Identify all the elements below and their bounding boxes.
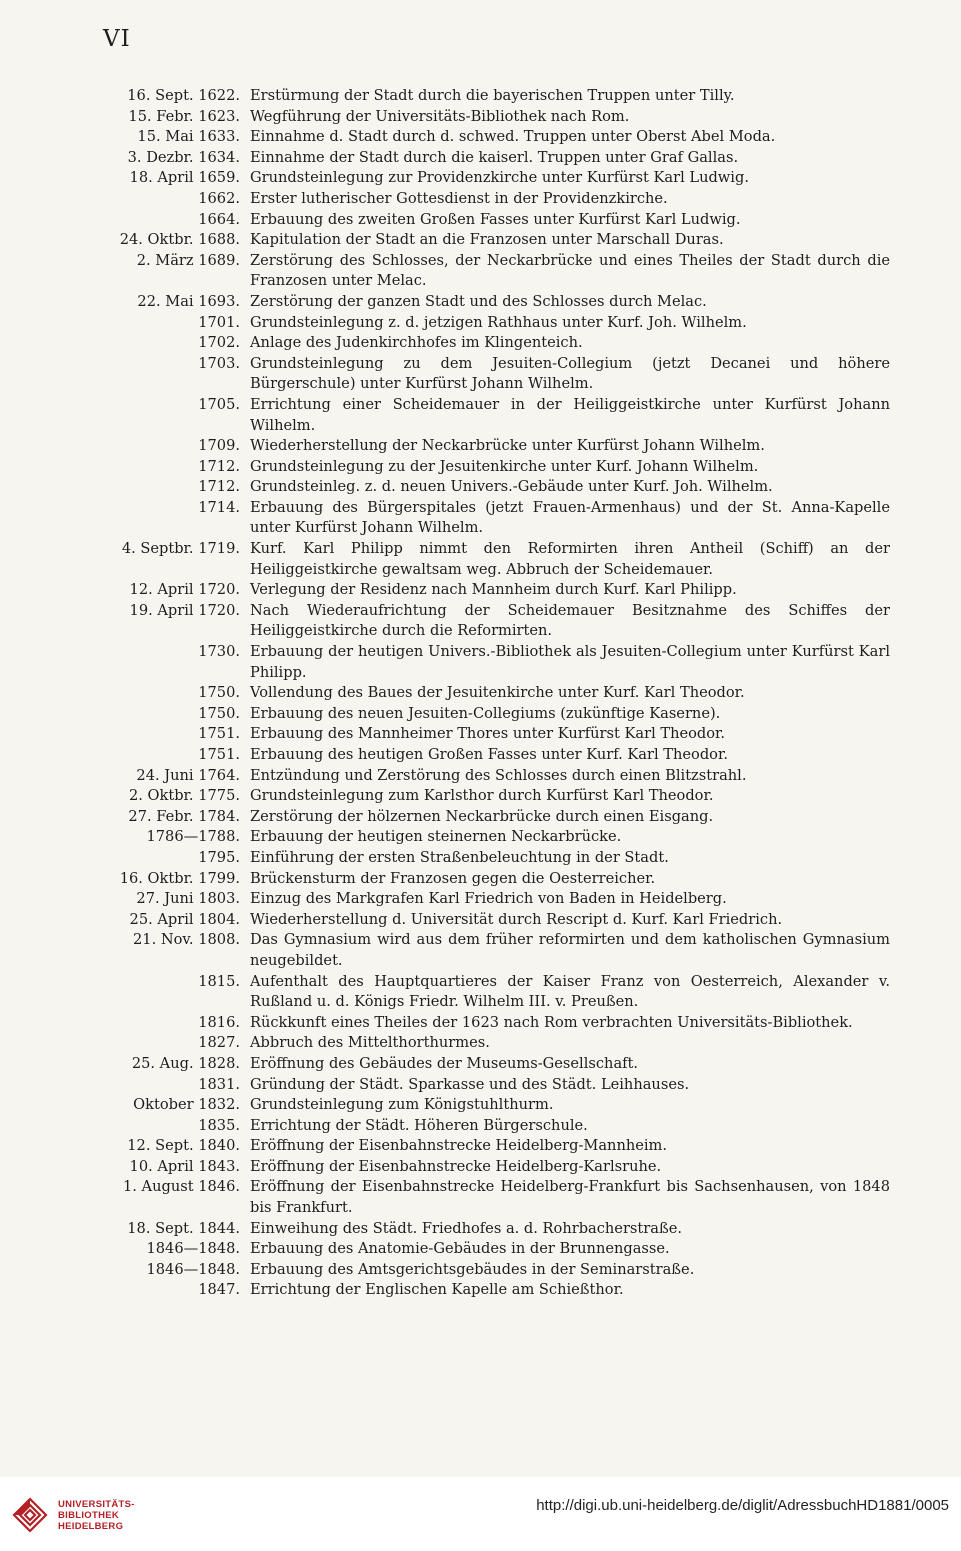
logo-line-1: UNIVERSITÄTS- — [58, 1498, 135, 1510]
chronology-entry — [100, 1177, 890, 1218]
entry-text: Wiederherstellung der Neckarbrücke unter Kurfürst Johann Wilhelm. — [250, 437, 765, 455]
chronology-entry — [100, 457, 890, 478]
entry-text: Abbruch des Mittelthorthurmes. — [250, 1034, 490, 1052]
chronology-entry — [100, 580, 890, 601]
entry-date: 1664. — [198, 210, 240, 228]
chronology-entry — [100, 683, 890, 704]
chronology-entry — [100, 354, 890, 395]
entry-text: Erbauung des Anatomie-Gebäudes in der Brunnengasse. — [250, 1240, 670, 1258]
chronology-entry — [100, 848, 890, 869]
entry-text: Einzug des Markgrafen Karl Friedrich von Baden in Heidelberg. — [250, 890, 727, 908]
entry-date: 24. Oktbr. 1688. — [119, 231, 240, 249]
entry-date: 27. Juni 1803. — [136, 890, 240, 908]
chronology-entry — [100, 910, 890, 931]
chronology-entry — [100, 786, 890, 807]
entry-text: Rückkunft eines Theiles der 1623 nach Rom verbrachten Universitäts-Bibliothek. — [250, 1013, 853, 1031]
entry-text: Aufenthalt des Hauptquartieres der Kaiser Franz von Oesterreich, Alexander v. Rußland u. d. Königs Friedr. Wilhelm III. v. Preußen. — [250, 972, 890, 1011]
entry-text: Erbauung des Bürgerspitales (jetzt Frauen-Armenhaus) und der St. Anna-Kapelle unter Kurfürst Johann Wilhelm. — [250, 498, 890, 537]
entry-date: 1815. — [198, 972, 240, 990]
entry-text: Errichtung einer Scheidemauer in der Heiliggeistkirche unter Kurfürst Johann Wilhelm. — [250, 395, 890, 434]
chronology-entry — [100, 930, 890, 971]
entry-text: Erstürmung der Stadt durch die bayerischen Truppen unter Tilly. — [250, 87, 735, 104]
entry-date: 10. April 1843. — [129, 1157, 240, 1175]
entry-text: Grundsteinlegung zum Königstuhlthurm. — [250, 1096, 554, 1114]
entry-date: 22. Mai 1693. — [137, 292, 240, 310]
entry-text: Grundsteinlegung z. d. jetzigen Rathhaus unter Kurf. Joh. Wilhelm. — [250, 313, 747, 331]
chronology-entry — [100, 1116, 890, 1137]
chronology-entry — [100, 807, 890, 828]
entry-text: Eröffnung der Eisenbahnstrecke Heidelberg-Mannheim. — [250, 1137, 668, 1155]
entry-text: Errichtung der Städt. Höheren Bürgerschule. — [250, 1116, 588, 1134]
entry-text: Kapitulation der Stadt an die Franzosen unter Marschall Duras. — [250, 231, 724, 249]
entry-date: Oktober 1832. — [133, 1096, 240, 1114]
chronology-entry — [100, 827, 890, 848]
chronology-entry — [100, 601, 890, 642]
entry-text: Wiederherstellung d. Universität durch Rescript d. Kurf. Karl Friedrich. — [250, 910, 783, 928]
entry-date: 1750. — [198, 704, 240, 722]
entry-text: Einnahme der Stadt durch die kaiserl. Truppen unter Graf Gallas. — [250, 148, 739, 166]
logo-line-3: HEIDELBERG — [58, 1520, 124, 1532]
chronology-entry — [100, 869, 890, 890]
chronology-entry — [100, 210, 890, 231]
chronology-entry — [100, 477, 890, 498]
chronology-entry — [100, 498, 890, 539]
library-logo[interactable] — [10, 1495, 135, 1535]
entry-text: Gründung der Städt. Sparkasse und des Städt. Leihhauses. — [250, 1075, 690, 1093]
chronology-entry — [100, 436, 890, 457]
entry-date: 16. Oktbr. 1799. — [119, 869, 240, 887]
entry-text: Erbauung des Mannheimer Thores unter Kurfürst Karl Theodor. — [250, 725, 726, 743]
entry-date: 1846—1848. — [146, 1260, 240, 1278]
entry-date: 1712. — [198, 478, 240, 496]
entry-date: 1702. — [198, 334, 240, 352]
entry-date: 12. Sept. 1840. — [127, 1137, 240, 1155]
entry-date: 1846—1848. — [146, 1240, 240, 1258]
entry-text: Verlegung der Residenz nach Mannheim durch Kurf. Karl Philipp. — [250, 581, 737, 599]
chronology-entry — [100, 766, 890, 787]
library-logo-icon — [10, 1495, 50, 1535]
entry-date: 15. Febr. 1623. — [128, 107, 240, 125]
chronology-entry — [100, 251, 890, 292]
page-number: VI — [103, 26, 131, 52]
entry-text: Wegführung der Universitäts-Bibliothek nach Rom. — [250, 107, 630, 125]
chronology-entry — [100, 86, 890, 107]
chronology-entry — [100, 1239, 890, 1260]
entry-date: 1662. — [198, 189, 240, 207]
entry-date: 1847. — [198, 1281, 240, 1299]
chronology-entry — [100, 333, 890, 354]
entry-text: Entzündung und Zerstörung des Schlosses durch einen Blitzstrahl. — [250, 766, 747, 784]
entry-text: Erbauung des heutigen Großen Fasses unter Kurf. Karl Theodor. — [250, 746, 728, 763]
entry-text: Eröffnung des Gebäudes der Museums-Gesellschaft. — [250, 1054, 639, 1072]
logo-line-2: BIBLIOTHEK — [58, 1509, 120, 1521]
chronology-entry — [100, 704, 890, 725]
entry-text: Kurf. Karl Philipp nimmt den Reformirten ihren Antheil (Schiff) an der Heiliggeistkirche gewaltsam weg. Abbruch der Scheidemauer. — [250, 540, 890, 578]
entry-date: 24. Juni 1764. — [136, 766, 240, 784]
entry-text: Errichtung der Englischen Kapelle am Schießthor. — [250, 1281, 624, 1299]
entry-date: 19. April 1720. — [129, 601, 240, 619]
entry-date: 1795. — [198, 848, 240, 866]
entry-text: Erster lutherischer Gottesdienst in der Providenzkirche. — [250, 189, 668, 207]
entry-date: 1831. — [198, 1075, 240, 1093]
chronology-entry — [100, 539, 890, 580]
entry-text: Zerstörung der hölzernen Neckarbrücke durch einen Eisgang. — [250, 807, 714, 825]
chronology-entry — [100, 1219, 890, 1240]
entry-text: Grundsteinlegung zum Karlsthor durch Kurfürst Karl Theodor. — [250, 787, 714, 805]
chronology-entry — [100, 1033, 890, 1054]
entry-text: Nach Wiederaufrichtung der Scheidemauer Besitznahme des Schiffes der Heiliggeistkirche durch die Reformirten. — [250, 601, 890, 640]
chronology-entry — [100, 972, 890, 1013]
chronology-entry — [100, 230, 890, 251]
chronology-entry — [100, 107, 890, 128]
chronology-entry — [100, 127, 890, 148]
entry-text: Vollendung des Baues der Jesuitenkirche unter Kurf. Karl Theodor. — [250, 684, 745, 702]
entry-date: 25. Aug. 1828. — [131, 1054, 240, 1072]
chronology-entry — [100, 1136, 890, 1157]
chronology-entry — [100, 1013, 890, 1034]
chronology-list — [100, 86, 890, 1301]
chronology-entry — [100, 1075, 890, 1096]
entry-text: Zerstörung der ganzen Stadt und des Schlosses durch Melac. — [250, 292, 707, 310]
entry-date: 1705. — [198, 395, 240, 413]
entry-text: Erbauung der heutigen Univers.-Bibliothek als Jesuiten-Collegium unter Kurfürst Karl Philipp. — [250, 643, 890, 681]
chronology-entry — [100, 745, 890, 766]
chronology-entry — [100, 1054, 890, 1075]
entry-text: Grundsteinlegung zu der Jesuitenkirche unter Kurf. Johann Wilhelm. — [250, 457, 759, 475]
chronology-entry — [100, 1260, 890, 1281]
entry-date: 4. Septbr. 1719. — [121, 540, 240, 558]
entry-date: 18. Sept. 1844. — [127, 1219, 240, 1237]
entry-date: 1730. — [198, 643, 240, 661]
entry-text: Erbauung der heutigen steinernen Neckarbrücke. — [250, 828, 622, 846]
chronology-entry — [100, 168, 890, 189]
footer-bar — [0, 1477, 961, 1551]
entry-text: Grundsteinleg. z. d. neuen Univers.-Gebäude unter Kurf. Joh. Wilhelm. — [250, 478, 773, 496]
entry-date: 15. Mai 1633. — [137, 128, 240, 146]
entry-date: 1786—1788. — [146, 828, 240, 846]
entry-date: 1714. — [198, 498, 240, 516]
entry-date: 1835. — [198, 1116, 240, 1134]
chronology-entry — [100, 724, 890, 745]
entry-text: Grundsteinlegung zur Providenzkirche unter Kurfürst Karl Ludwig. — [250, 169, 749, 187]
entry-date: 2. Oktbr. 1775. — [128, 787, 240, 805]
entry-text: Einnahme d. Stadt durch d. schwed. Truppen unter Oberst Abel Moda. — [250, 128, 776, 146]
entry-date: 1827. — [198, 1034, 240, 1052]
entry-date: 1703. — [198, 354, 240, 372]
chronology-entry — [100, 1157, 890, 1178]
chronology-entry — [100, 1280, 890, 1301]
chronology-entry — [100, 313, 890, 334]
entry-text: Zerstörung des Schlosses, der Neckarbrücke und eines Theiles der Stadt durch die Franzosen unter Melac. — [250, 251, 890, 290]
chronology-entry — [100, 642, 890, 683]
entry-date: 1750. — [198, 684, 240, 702]
entry-date: 12. April 1720. — [129, 581, 240, 599]
entry-date: 2. März 1689. — [136, 251, 240, 269]
entry-text: Das Gymnasium wird aus dem früher reformirten und dem katholischen Gymnasium neugebildet. — [250, 931, 890, 969]
entry-text: Eröffnung der Eisenbahnstrecke Heidelberg-Frankfurt bis Sachsenhausen, von 1848 bis Frankfurt. — [250, 1178, 890, 1217]
entry-date: 1701. — [198, 313, 240, 331]
entry-text: Eröffnung der Eisenbahnstrecke Heidelberg-Karlsruhe. — [250, 1157, 662, 1175]
chronology-entry — [100, 889, 890, 910]
chronology-entry — [100, 148, 890, 169]
entry-date: 1751. — [198, 725, 240, 743]
entry-text: Erbauung des zweiten Großen Fasses unter Kurfürst Karl Ludwig. — [250, 210, 741, 228]
entry-text: Anlage des Judenkirchhofes im Klingenteich. — [250, 334, 583, 352]
entry-text: Einführung der ersten Straßenbeleuchtung in der Stadt. — [250, 848, 669, 866]
entry-date: 3. Dezbr. 1634. — [127, 148, 240, 166]
entry-text: Erbauung des neuen Jesuiten-Collegiums (zukünftige Kaserne). — [250, 704, 721, 722]
entry-date: 1816. — [198, 1013, 240, 1031]
entry-date: 1712. — [198, 457, 240, 475]
entry-date: 25. April 1804. — [129, 910, 240, 928]
entry-date: 1709. — [198, 437, 240, 455]
entry-date: 1751. — [198, 746, 240, 763]
chronology-entry — [100, 1095, 890, 1116]
entry-text: Erbauung des Amtsgerichtsgebäudes in der Seminarstraße. — [250, 1260, 695, 1278]
chronology-entry — [100, 189, 890, 210]
entry-date: 27. Febr. 1784. — [128, 807, 240, 825]
entry-date: 18. April 1659. — [129, 169, 240, 187]
chronology-entry — [100, 292, 890, 313]
entry-text: Einweihung des Städt. Friedhofes a. d. Rohrbacherstraße. — [250, 1219, 682, 1237]
entry-text: Grundsteinlegung zu dem Jesuiten-Collegium (jetzt Decanei und höhere Bürgerschule) unter Kurfürst Johann Wilhelm. — [250, 354, 890, 393]
entry-date: 21. Nov. 1808. — [133, 931, 240, 949]
chronology-entry — [100, 395, 890, 436]
source-url-link[interactable]: http://digi.ub.uni-heidelberg.de/diglit/AdressbuchHD1881/0005 — [536, 1497, 949, 1514]
entry-text: Brückensturm der Franzosen gegen die Oesterreicher. — [250, 869, 656, 887]
entry-date: 16. Sept. 1622. — [127, 87, 240, 104]
entry-date: 1. August 1846. — [122, 1178, 240, 1196]
